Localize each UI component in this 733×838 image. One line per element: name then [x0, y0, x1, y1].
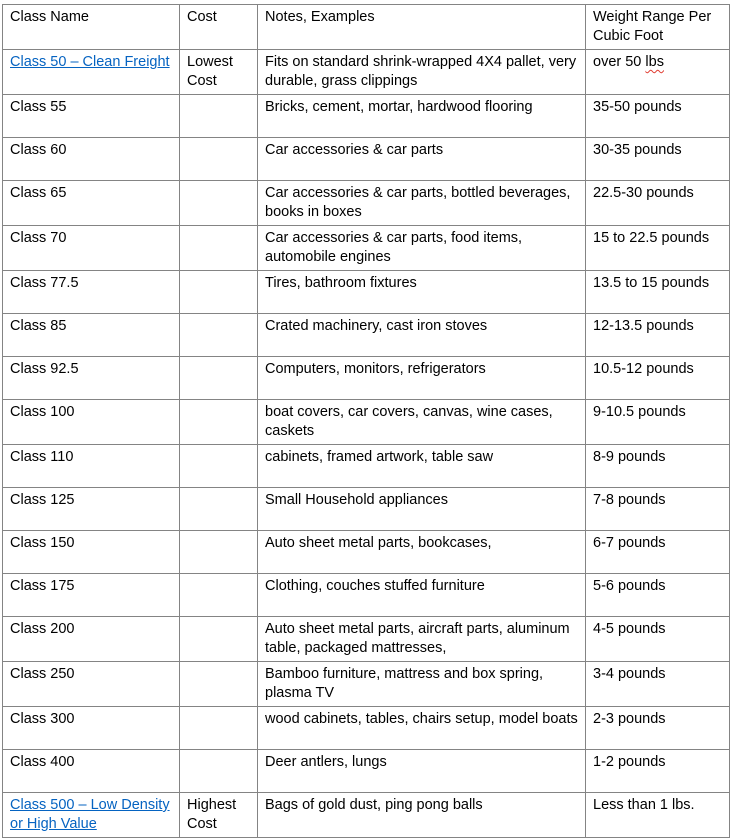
class-name-cell	[3, 707, 180, 750]
class-name-text: Class 110	[10, 449, 74, 465]
notes-cell: Car accessories & car parts, food items, automobile engines	[258, 226, 586, 271]
class-name-text: Class 85	[10, 318, 67, 334]
notes-cell: Deer antlers, lungs	[258, 750, 586, 793]
table-row	[3, 314, 730, 357]
table-row	[3, 271, 730, 314]
table-body	[3, 50, 730, 838]
weight-cell	[586, 400, 730, 445]
table-row	[3, 226, 730, 271]
class-name-text: Class 77.5	[10, 275, 79, 291]
class-name-text: Class 70	[10, 230, 67, 246]
class-name-text: Class 92.5	[10, 361, 79, 377]
notes-cell: Tires, bathroom fixtures	[258, 271, 586, 314]
class-name-cell	[3, 181, 180, 226]
header-weight-range: Weight Range Per Cubic Foot	[586, 5, 730, 50]
weight-cell	[586, 226, 730, 271]
table-row	[3, 445, 730, 488]
notes-cell: Car accessories & car parts	[258, 138, 586, 181]
class-name-link[interactable]: Class 50 – Clean Freight	[10, 54, 170, 70]
freight-class-table	[2, 4, 730, 838]
weight-text: 10.5-12 pounds	[593, 361, 694, 377]
cost-cell	[180, 707, 258, 750]
weight-text: 4-5 pounds	[593, 621, 666, 637]
class-name-cell	[3, 617, 180, 662]
notes-cell: Auto sheet metal parts, aircraft parts, aluminum table, packaged mattresses,	[258, 617, 586, 662]
table-row	[3, 357, 730, 400]
weight-cell	[586, 271, 730, 314]
weight-cell	[586, 531, 730, 574]
notes-cell: Bricks, cement, mortar, hardwood flooring	[258, 95, 586, 138]
weight-cell	[586, 662, 730, 707]
class-name-text: Class 125	[10, 492, 75, 508]
weight-text: 22.5-30 pounds	[593, 185, 694, 201]
class-name-cell	[3, 138, 180, 181]
weight-cell	[586, 488, 730, 531]
class-name-cell	[3, 226, 180, 271]
weight-text: 2-3 pounds	[593, 711, 666, 727]
notes-cell: Auto sheet metal parts, bookcases,	[258, 531, 586, 574]
weight-cell	[586, 707, 730, 750]
class-name-text: Class 55	[10, 99, 67, 115]
table-row	[3, 617, 730, 662]
weight-cell	[586, 357, 730, 400]
header-notes-examples: Notes, Examples	[258, 5, 586, 50]
weight-text: 8-9 pounds	[593, 449, 666, 465]
header-class-name: Class Name	[3, 5, 180, 50]
cost-cell	[180, 662, 258, 707]
cost-cell	[180, 226, 258, 271]
weight-text: 30-35 pounds	[593, 142, 682, 158]
class-name-text: Class 65	[10, 185, 67, 201]
notes-cell: Bamboo furniture, mattress and box spring, plasma TV	[258, 662, 586, 707]
notes-cell: Small Household appliances	[258, 488, 586, 531]
weight-cell	[586, 181, 730, 226]
class-name-text: Class 250	[10, 666, 75, 682]
header-row	[3, 5, 730, 50]
table-row	[3, 662, 730, 707]
class-name-cell	[3, 400, 180, 445]
weight-cell	[586, 793, 730, 838]
notes-cell: Clothing, couches stuffed furniture	[258, 574, 586, 617]
weight-text: Less than 1 lbs.	[593, 797, 695, 813]
class-name-text: Class 200	[10, 621, 75, 637]
table-row	[3, 793, 730, 838]
weight-cell	[586, 445, 730, 488]
weight-text: 3-4 pounds	[593, 666, 666, 682]
class-name-cell	[3, 357, 180, 400]
cost-cell	[180, 95, 258, 138]
weight-text: over 50	[593, 54, 646, 70]
cost-cell	[180, 750, 258, 793]
weight-text: 9-10.5 pounds	[593, 404, 686, 420]
table-row	[3, 95, 730, 138]
table-row	[3, 50, 730, 95]
cost-cell	[180, 531, 258, 574]
weight-cell	[586, 50, 730, 95]
weight-cell	[586, 750, 730, 793]
cost-cell: Lowest Cost	[180, 50, 258, 95]
table-row	[3, 181, 730, 226]
weight-text: 7-8 pounds	[593, 492, 666, 508]
cost-cell: Highest Cost	[180, 793, 258, 838]
weight-text: 13.5 to 15 pounds	[593, 275, 710, 291]
weight-cell	[586, 617, 730, 662]
cost-cell	[180, 271, 258, 314]
class-name-cell	[3, 50, 180, 95]
notes-cell: Crated machinery, cast iron stoves	[258, 314, 586, 357]
cost-cell	[180, 488, 258, 531]
spellcheck-flagged-word: lbs	[645, 54, 664, 70]
table-row	[3, 574, 730, 617]
cost-cell	[180, 357, 258, 400]
weight-text: 12-13.5 pounds	[593, 318, 694, 334]
table-row	[3, 138, 730, 181]
weight-cell	[586, 95, 730, 138]
class-name-cell	[3, 271, 180, 314]
class-name-cell	[3, 488, 180, 531]
cost-cell	[180, 138, 258, 181]
cost-cell	[180, 445, 258, 488]
header-cost: Cost	[180, 5, 258, 50]
class-name-cell	[3, 531, 180, 574]
notes-cell: cabinets, framed artwork, table saw	[258, 445, 586, 488]
weight-text: 6-7 pounds	[593, 535, 666, 551]
weight-text: 5-6 pounds	[593, 578, 666, 594]
cost-cell	[180, 400, 258, 445]
notes-cell: Car accessories & car parts, bottled beverages, books in boxes	[258, 181, 586, 226]
table-row	[3, 750, 730, 793]
class-name-text: Class 300	[10, 711, 75, 727]
class-name-text: Class 150	[10, 535, 75, 551]
class-name-cell	[3, 750, 180, 793]
cost-cell	[180, 314, 258, 357]
class-name-cell	[3, 314, 180, 357]
class-name-cell	[3, 95, 180, 138]
weight-text: 1-2 pounds	[593, 754, 666, 770]
class-name-cell	[3, 662, 180, 707]
class-name-text: Class 60	[10, 142, 67, 158]
class-name-text: Class 400	[10, 754, 75, 770]
class-name-text: Class 100	[10, 404, 75, 420]
notes-cell: wood cabinets, tables, chairs setup, model boats	[258, 707, 586, 750]
table-row	[3, 707, 730, 750]
notes-cell: Bags of gold dust, ping pong balls	[258, 793, 586, 838]
table-row	[3, 488, 730, 531]
cost-cell	[180, 181, 258, 226]
cost-cell	[180, 574, 258, 617]
table-row	[3, 400, 730, 445]
notes-cell: boat covers, car covers, canvas, wine cases, caskets	[258, 400, 586, 445]
cost-cell	[180, 617, 258, 662]
weight-cell	[586, 314, 730, 357]
table-row	[3, 531, 730, 574]
class-name-cell	[3, 574, 180, 617]
weight-text: 35-50 pounds	[593, 99, 682, 115]
notes-cell: Fits on standard shrink-wrapped 4X4 pallet, very durable, grass clippings	[258, 50, 586, 95]
class-name-text: Class 175	[10, 578, 75, 594]
class-name-cell	[3, 445, 180, 488]
weight-text: 15 to 22.5 pounds	[593, 230, 710, 246]
class-name-link[interactable]: Class 500 – Low Density or High Value	[10, 797, 170, 832]
notes-cell: Computers, monitors, refrigerators	[258, 357, 586, 400]
weight-cell	[586, 574, 730, 617]
weight-cell	[586, 138, 730, 181]
class-name-cell	[3, 793, 180, 838]
